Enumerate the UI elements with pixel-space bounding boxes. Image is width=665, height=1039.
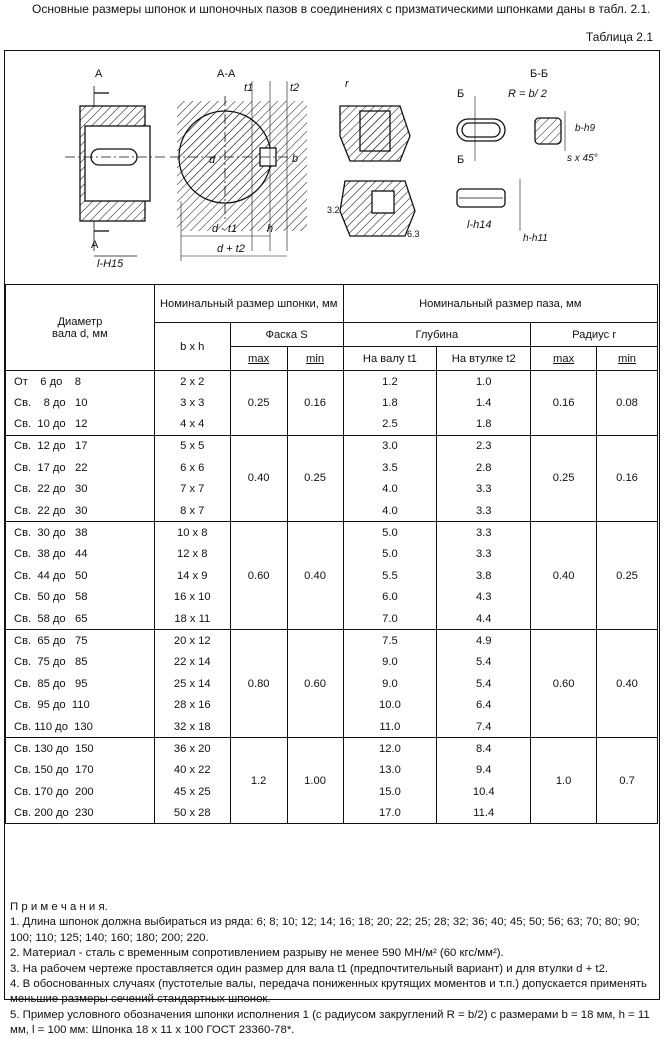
diameter-cell: Св. 8 до 10	[6, 392, 155, 414]
bxh-cell: 14 x 9	[154, 565, 230, 587]
diameter-cell: Св. 12 до 17	[6, 435, 155, 457]
diameter-cell: Св. 38 до 44	[6, 543, 155, 565]
radius-rmax-cell: 0.40	[531, 522, 597, 630]
label-d-t1: d - t1	[212, 223, 238, 235]
bxh-cell: 40 x 22	[154, 759, 230, 781]
shaft-depth-cell: 4.0	[343, 500, 437, 522]
shaft-depth-cell: 3.5	[343, 457, 437, 479]
hub-depth-cell: 11.4	[437, 802, 531, 824]
hub-depth-cell: 1.0	[437, 371, 531, 393]
notes-title: П р и м е ч а н и я.	[10, 901, 108, 913]
hub-depth-cell: 2.8	[437, 457, 531, 479]
radius-rmax-cell: 1.0	[531, 738, 597, 824]
chamfer-smax-cell: 0.40	[230, 435, 287, 521]
header-diameter: Диаметр вала d, мм	[6, 285, 155, 371]
diameter-cell: Св. 22 до 30	[6, 500, 155, 522]
label-a-top: А	[95, 68, 103, 80]
diameter-cell: Св. 130 до 150	[6, 738, 155, 760]
diameter-cell: Св. 22 до 30	[6, 478, 155, 500]
diameter-cell: От 6 до 8	[6, 371, 155, 393]
diameter-cell: Св. 30 до 38	[6, 522, 155, 544]
table-row	[6, 371, 658, 393]
bxh-cell: 8 x 7	[154, 500, 230, 522]
diameter-cell: Св. 110 до 130	[6, 716, 155, 738]
chamfer-smax-cell: 0.25	[230, 371, 287, 436]
hub-depth-cell: 1.8	[437, 414, 531, 436]
bxh-cell: 10 x 8	[154, 522, 230, 544]
label-32: 3.2	[327, 205, 340, 215]
note-5: 5. Пример условного обозначения шпонки исполнения 1 (с радиусом закруглений R = b/2) с размерами b = 18 мм, h = 11 мм, l = 100 мм: Шпонка 18 x 11 x 100 ГОСТ 23360-78*.	[10, 1008, 650, 1037]
radius-rmin-cell: 0.08	[597, 371, 658, 436]
shaft-depth-cell: 1.8	[343, 392, 437, 414]
label-bh9: b-h9	[575, 123, 596, 134]
diameter-cell: Св. 44 до 50	[6, 565, 155, 587]
radius-rmax-cell: 0.60	[531, 630, 597, 738]
shaft-depth-cell: 1.2	[343, 371, 437, 393]
shaft-depth-cell: 17.0	[343, 802, 437, 824]
header-slot-size: Номинальный размер паза, мм	[343, 285, 658, 323]
note-2: 2. Материал - сталь с временным сопротивлением разрыву не менее 590 МН/м² (60 кгс/мм²).	[10, 947, 504, 960]
shaft-depth-cell: 15.0	[343, 781, 437, 803]
hub-depth-cell: 4.3	[437, 586, 531, 608]
header-chamfer: Фаска S	[230, 323, 343, 347]
diameter-cell: Св. 65 до 75	[6, 630, 155, 652]
header-s-max: max	[230, 347, 287, 371]
bxh-cell: 25 x 14	[154, 673, 230, 695]
diameter-cell: Св. 95 до 110	[6, 694, 155, 716]
shaft-depth-cell: 7.0	[343, 608, 437, 630]
section-bb	[457, 96, 565, 231]
hub-depth-cell: 3.3	[437, 522, 531, 544]
intro-text: Основные размеры шпонок и шпоночных пазов в соединениях с призматическими шпонками даны в табл. 2.1.	[32, 2, 651, 16]
header-r-min: min	[597, 347, 658, 371]
label-r: r	[345, 78, 349, 90]
shaft-depth-cell: 2.5	[343, 414, 437, 436]
diameter-cell: Св. 170 до 200	[6, 781, 155, 803]
diameter-cell: Св. 58 до 65	[6, 608, 155, 630]
shaft-depth-cell: 5.0	[343, 543, 437, 565]
hub-depth-cell: 2.3	[437, 435, 531, 457]
chamfer-smax-cell: 1.2	[230, 738, 287, 824]
chamfer-smin-cell: 0.40	[287, 522, 343, 630]
chamfer-smin-cell: 0.60	[287, 630, 343, 738]
diameter-cell: Св. 75 до 85	[6, 651, 155, 673]
label-t1: t1	[244, 82, 254, 94]
diameter-cell: Св. 150 до 170	[6, 759, 155, 781]
section-aa	[170, 81, 307, 261]
hub-depth-cell: 4.4	[437, 608, 531, 630]
shaft-depth-cell: 10.0	[343, 694, 437, 716]
label-lh15: l-H15	[97, 258, 124, 270]
hub-depth-cell: 5.4	[437, 651, 531, 673]
bxh-cell: 6 x 6	[154, 457, 230, 479]
hub-depth-cell: 7.4	[437, 716, 531, 738]
label-h: h	[267, 223, 274, 235]
hub-depth-cell: 6.4	[437, 694, 531, 716]
bxh-cell: 45 x 25	[154, 781, 230, 803]
hub-depth-cell: 3.3	[437, 500, 531, 522]
chamfer-smax-cell: 0.80	[230, 630, 287, 738]
label-d-t2: d + t2	[217, 243, 245, 255]
label-lh14: l-h14	[467, 219, 492, 231]
bxh-cell: 36 x 20	[154, 738, 230, 760]
label-t2: t2	[290, 82, 300, 94]
bxh-cell: 18 x 11	[154, 608, 230, 630]
shaft-depth-cell: 6.0	[343, 586, 437, 608]
hub-view	[65, 86, 165, 256]
table-row	[6, 630, 658, 652]
table-number: Таблица 2.1	[585, 30, 653, 44]
note-3: 3. На рабочем чертеже проставляется один размер для вала t1 (предпочтительный вариант) и для втулки d + t2.	[10, 962, 609, 975]
bxh-cell: 28 x 16	[154, 694, 230, 716]
bxh-cell: 20 x 12	[154, 630, 230, 652]
radius-rmax-cell: 0.25	[531, 435, 597, 521]
header-shaft: На валу t1	[343, 347, 437, 371]
label-bb: Б-Б	[530, 68, 549, 80]
header-r-max: max	[531, 347, 597, 371]
diameter-cell: Св. 17 до 22	[6, 457, 155, 479]
label-a-bottom: А	[91, 239, 99, 251]
chamfer-smin-cell: 1.00	[287, 738, 343, 824]
label-aa: А-А	[217, 68, 236, 80]
diameter-cell: Св. 50 до 58	[6, 586, 155, 608]
table-row	[6, 738, 658, 760]
header-bxh: b x h	[154, 323, 230, 371]
hub-depth-cell: 1.4	[437, 392, 531, 414]
table-row	[6, 435, 658, 457]
radius-rmin-cell: 0.16	[597, 435, 658, 521]
dimensions-table	[5, 284, 658, 824]
shaft-depth-cell: 11.0	[343, 716, 437, 738]
radius-rmin-cell: 0.25	[597, 522, 658, 630]
header-s-min: min	[287, 347, 343, 371]
bxh-cell: 4 x 4	[154, 414, 230, 436]
radius-rmin-cell: 0.7	[597, 738, 658, 824]
hub-depth-cell: 3.3	[437, 543, 531, 565]
radius-rmax-cell: 0.16	[531, 371, 597, 436]
bxh-cell: 50 x 28	[154, 802, 230, 824]
shaft-depth-cell: 5.5	[343, 565, 437, 587]
hub-depth-cell: 5.4	[437, 673, 531, 695]
shaft-depth-cell: 13.0	[343, 759, 437, 781]
hub-depth-cell: 10.4	[437, 781, 531, 803]
header-hub: На втулке t2	[437, 347, 531, 371]
label-d: d	[209, 154, 216, 166]
label-sx45: s x 45°	[567, 153, 598, 164]
shaft-depth-cell: 12.0	[343, 738, 437, 760]
detail-views	[340, 106, 415, 236]
header-depth: Глубина	[343, 323, 531, 347]
chamfer-smin-cell: 0.25	[287, 435, 343, 521]
bxh-cell: 12 x 8	[154, 543, 230, 565]
bxh-cell: 2 x 2	[154, 371, 230, 393]
hub-depth-cell: 9.4	[437, 759, 531, 781]
shaft-depth-cell: 4.0	[343, 478, 437, 500]
hub-depth-cell: 8.4	[437, 738, 531, 760]
radius-rmin-cell: 0.40	[597, 630, 658, 738]
diameter-cell: Св. 85 до 95	[6, 673, 155, 695]
key-drawing	[5, 51, 658, 285]
table-frame	[4, 50, 660, 1037]
table-row	[6, 522, 658, 544]
bxh-cell: 7 x 7	[154, 478, 230, 500]
note-4: 4. В обоснованных случаях (пустотелые валы, передача пониженных крутящих моментов и т.п.) допускается применять меньшие размеры сечений стандартных шпонок.	[10, 978, 647, 1006]
shaft-depth-cell: 5.0	[343, 522, 437, 544]
bxh-cell: 5 x 5	[154, 435, 230, 457]
diameter-cell: Св. 200 до 230	[6, 802, 155, 824]
bxh-cell: 22 x 14	[154, 651, 230, 673]
label-b-bottom: Б	[457, 154, 465, 166]
diameter-cell: Св. 10 до 12	[6, 414, 155, 436]
bxh-cell: 32 x 18	[154, 716, 230, 738]
notes	[10, 900, 655, 1039]
shaft-depth-cell: 9.0	[343, 673, 437, 695]
note-1: 1. Длина шпонок должна выбираться из ряда: 6; 8; 10; 12; 14; 16; 18; 20; 22; 25; 28; 32; 36; 40; 45; 50; 56; 63; 70; 80; 90; 100; 110; 125; 140; 160; 180; 200; 220.	[10, 916, 640, 944]
hub-depth-cell: 3.8	[437, 565, 531, 587]
chamfer-smin-cell: 0.16	[287, 371, 343, 436]
bxh-cell: 16 x 10	[154, 586, 230, 608]
header-key-size: Номинальный размер шпонки, мм	[154, 285, 343, 323]
shaft-depth-cell: 9.0	[343, 651, 437, 673]
label-b-top: Б	[457, 88, 465, 100]
shaft-depth-cell: 3.0	[343, 435, 437, 457]
header-radius: Радиус r	[531, 323, 658, 347]
label-r-eq: R = b/ 2	[508, 88, 547, 100]
bxh-cell: 3 x 3	[154, 392, 230, 414]
hub-depth-cell: 3.3	[437, 478, 531, 500]
chamfer-smax-cell: 0.60	[230, 522, 287, 630]
hub-depth-cell: 4.9	[437, 630, 531, 652]
shaft-depth-cell: 7.5	[343, 630, 437, 652]
label-63: 6.3	[407, 229, 420, 239]
label-b-dim: b	[292, 153, 299, 165]
label-hh11: h-h11	[523, 233, 548, 244]
